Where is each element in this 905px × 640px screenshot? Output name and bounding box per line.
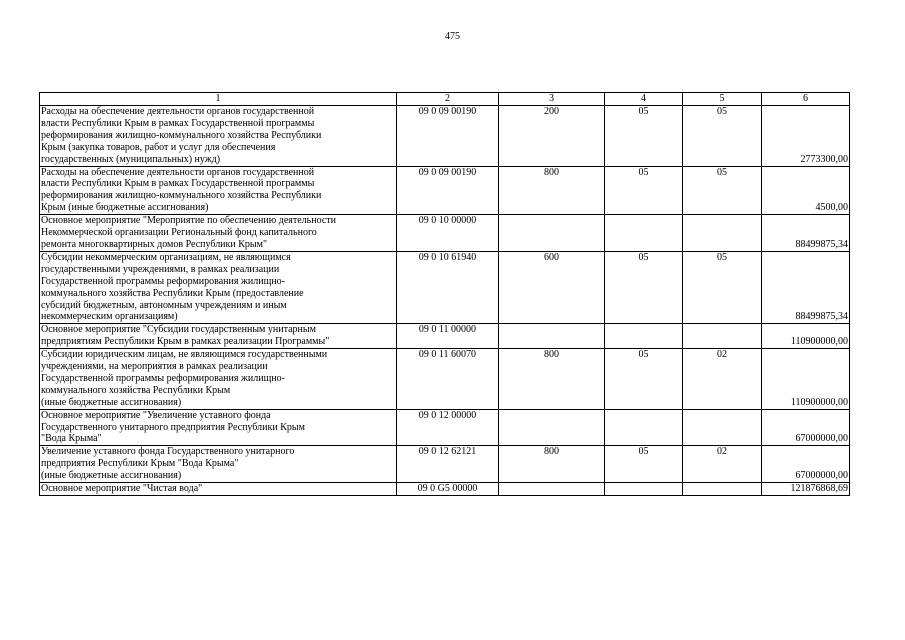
- row-col4-cell: 05: [605, 251, 683, 323]
- row-col5-cell: [683, 409, 762, 446]
- row-code-cell: 09 0 10 61940: [397, 251, 499, 323]
- table-row: [40, 324, 850, 349]
- row-amount-cell: 2773300,00: [762, 106, 850, 167]
- row-code-cell: 09 0 11 00000: [397, 324, 499, 349]
- table-header-row: [40, 93, 850, 106]
- table-row: [40, 251, 850, 323]
- row-col4-cell: [605, 324, 683, 349]
- row-col5-cell: 05: [683, 166, 762, 215]
- row-col4-cell: [605, 215, 683, 252]
- row-name-cell: Основное мероприятие "Увеличение уставного фонда Государственного унитарного предприятия Республики Крым "Вода Крыма": [40, 409, 397, 446]
- row-code-cell: 09 0 12 00000: [397, 409, 499, 446]
- row-amount-cell: 121876868,69: [762, 483, 850, 496]
- row-amount-cell: 67000000,00: [762, 446, 850, 483]
- row-col4-cell: 05: [605, 106, 683, 167]
- column-header: 1: [40, 93, 397, 106]
- row-col4-cell: 05: [605, 166, 683, 215]
- row-col5-cell: 02: [683, 349, 762, 410]
- column-header: 5: [683, 93, 762, 106]
- row-name-cell: Субсидии юридическим лицам, не являющимся государственными учреждениями, на мероприятия в рамках реализации Государственной программы реформирования жилищно- коммунального хозяйства Республики Крым (иные бюджетные ассигнования): [40, 349, 397, 410]
- row-code-cell: 09 0 09 00190: [397, 106, 499, 167]
- row-col3-cell: [499, 409, 605, 446]
- row-col5-cell: 02: [683, 446, 762, 483]
- row-code-cell: 09 0 11 60070: [397, 349, 499, 410]
- row-col5-cell: 05: [683, 251, 762, 323]
- row-col5-cell: 05: [683, 106, 762, 167]
- row-col3-cell: [499, 483, 605, 496]
- table-row: [40, 106, 850, 167]
- row-col3-cell: [499, 215, 605, 252]
- row-amount-cell: 4500,00: [762, 166, 850, 215]
- row-col5-cell: [683, 483, 762, 496]
- row-code-cell: 09 0 10 00000: [397, 215, 499, 252]
- budget-table: [39, 92, 850, 496]
- column-header: 6: [762, 93, 850, 106]
- row-col4-cell: 05: [605, 446, 683, 483]
- row-col3-cell: 800: [499, 349, 605, 410]
- row-amount-cell: 110900000,00: [762, 324, 850, 349]
- row-col4-cell: 05: [605, 349, 683, 410]
- table-row: [40, 215, 850, 252]
- row-amount-cell: 88499875,34: [762, 251, 850, 323]
- row-col4-cell: [605, 409, 683, 446]
- row-code-cell: 09 0 G5 00000: [397, 483, 499, 496]
- row-col5-cell: [683, 215, 762, 252]
- page-number: 475: [445, 31, 460, 42]
- table-row: [40, 483, 850, 496]
- row-col3-cell: 800: [499, 166, 605, 215]
- column-header: 4: [605, 93, 683, 106]
- row-name-cell: Субсидии некоммерческим организациям, не являющимся государственными учреждениями, в рамках реализации Государственной программы реформирования жилищно- коммунального хозяйства Республики Крым (предоставление субсидий бюджетным, автономным учреждениям и иным некоммерческим организациям): [40, 251, 397, 323]
- row-code-cell: 09 0 09 00190: [397, 166, 499, 215]
- row-name-cell: Основное мероприятие "Чистая вода": [40, 483, 397, 496]
- row-col3-cell: [499, 324, 605, 349]
- row-col4-cell: [605, 483, 683, 496]
- table-row: [40, 166, 850, 215]
- row-amount-cell: 67000000,00: [762, 409, 850, 446]
- row-name-cell: Основное мероприятие "Субсидии государственным унитарным предприятиям Республики Крым в рамках реализации Программы": [40, 324, 397, 349]
- table-row: [40, 349, 850, 410]
- row-name-cell: Расходы на обеспечение деятельности органов государственной власти Республики Крым в рамках Государственной программы реформирования жилищно-коммунального хозяйства Республики Крым (закупка товаров, работ и услуг для обеспечения государственных (муниципальных) нужд): [40, 106, 397, 167]
- table-row: [40, 446, 850, 483]
- table-row: [40, 409, 850, 446]
- row-name-cell: Расходы на обеспечение деятельности органов государственной власти Республики Крым в рамках Государственной программы реформирования жилищно-коммунального хозяйства Республики Крым (иные бюджетные ассигнования): [40, 166, 397, 215]
- row-name-cell: Увеличение уставного фонда Государственного унитарного предприятия Республики Крым "Вода Крыма" (иные бюджетные ассигнования): [40, 446, 397, 483]
- column-header: 3: [499, 93, 605, 106]
- row-col5-cell: [683, 324, 762, 349]
- column-header: 2: [397, 93, 499, 106]
- row-amount-cell: 88499875,34: [762, 215, 850, 252]
- row-code-cell: 09 0 12 62121: [397, 446, 499, 483]
- row-col3-cell: 800: [499, 446, 605, 483]
- row-col3-cell: 200: [499, 106, 605, 167]
- row-amount-cell: 110900000,00: [762, 349, 850, 410]
- row-col3-cell: 600: [499, 251, 605, 323]
- row-name-cell: Основное мероприятие "Мероприятие по обеспечению деятельности Некоммерческой организации Региональный фонд капитального ремонта многоквартирных домов Республики Крым": [40, 215, 397, 252]
